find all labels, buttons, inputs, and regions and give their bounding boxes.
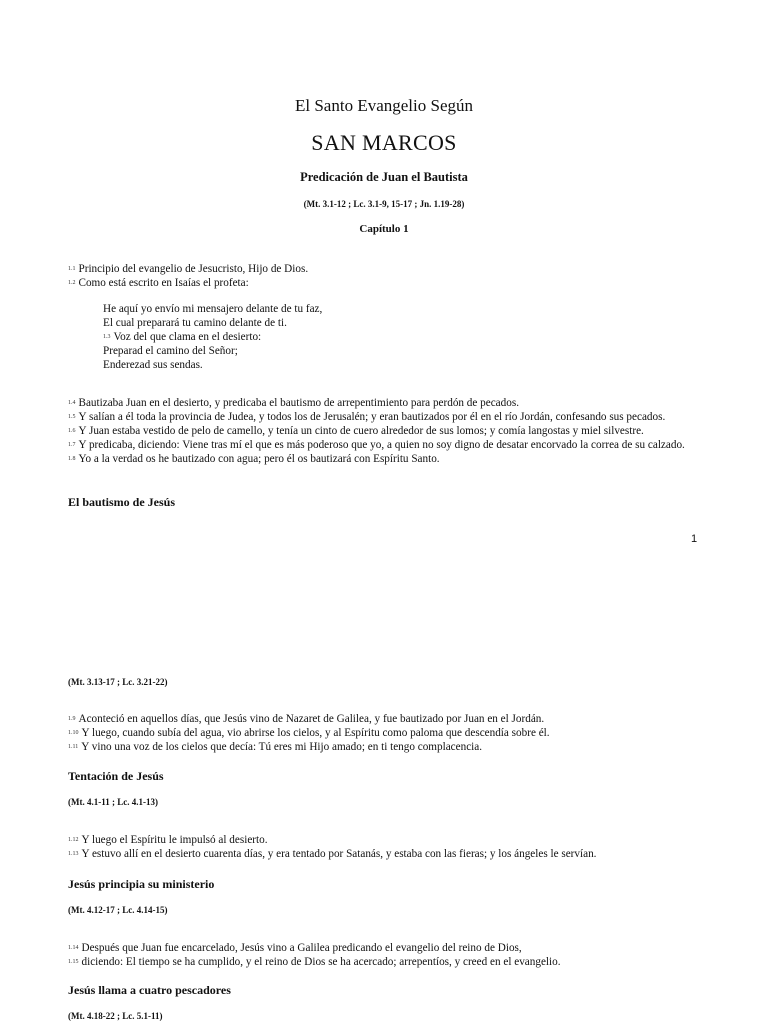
document-subtitle: El Santo Evangelio Según	[294, 96, 473, 115]
verse-text: Voz del que clama en el desierto:	[113, 330, 262, 343]
section-heading-bautismo: El bautismo de Jesús	[68, 495, 176, 509]
quotation-line	[103, 317, 503, 331]
verse-line	[68, 425, 708, 439]
verse-line	[68, 942, 708, 956]
section-references-ministerio: (Mt. 4.12-17 ; Lc. 4.14-15)	[68, 905, 168, 915]
section-heading-predicacion: Predicación de Juan el Bautista	[300, 170, 468, 184]
verse-text: Y salían a él toda la provincia de Judea, y todos los de Jerusalén; y eran bautizados por él en el río Jordán, confesando sus pecados.	[78, 410, 666, 423]
quotation-line	[103, 359, 503, 373]
verse-number: 1.12	[68, 837, 79, 843]
verse-text: Enderezad sus sendas.	[103, 358, 203, 371]
quotation-block	[103, 303, 503, 373]
quotation-line	[103, 345, 503, 359]
verse-line	[68, 453, 708, 467]
verse-line	[68, 411, 708, 425]
verse-line	[68, 713, 708, 727]
verse-number: 1.8	[68, 455, 76, 462]
verse-text: Y luego, cuando subía del agua, vio abrirse los cielos, y al Espíritu como paloma que descendía sobre él.	[81, 726, 550, 739]
verse-text: Y vino una voz de los cielos que decía: Tú eres mi Hijo amado; en ti tengo complacencia.	[81, 740, 483, 753]
verse-number: 1.6	[68, 427, 76, 434]
verse-line	[68, 439, 708, 453]
verse-line	[68, 263, 708, 277]
verse-number: 1.11	[68, 743, 79, 750]
verse-line	[68, 397, 708, 411]
verse-group-1	[68, 263, 708, 291]
verse-group-4	[68, 834, 708, 862]
verse-text: Yo a la verdad os he bautizado con agua; pero él os bautizará con Espíritu Santo.	[78, 452, 440, 465]
verse-number: 1.3	[103, 333, 111, 340]
verse-number: 1.10	[68, 729, 79, 736]
verse-line	[68, 741, 708, 755]
verse-text: He aquí yo envío mi mensajero delante de tu faz,	[103, 303, 323, 315]
verse-text: Después que Juan fue encarcelado, Jesús vino a Galilea predicando el evangelio del reino de Dios,	[81, 942, 522, 954]
verse-group-5	[68, 942, 708, 970]
page-number: 1	[691, 533, 698, 545]
verse-number: 1.5	[68, 413, 76, 420]
verse-text: Como está escrito en Isaías el profeta:	[78, 276, 249, 289]
verse-text: Y estuvo allí en el desierto cuarenta días, y era tentado por Satanás, y estaba con las fieras; y los ángeles le servían.	[81, 847, 597, 860]
quotation-line	[103, 331, 503, 345]
verse-number: 1.4	[68, 400, 76, 406]
verse-number: 1.1	[68, 266, 76, 272]
quotation-line	[103, 303, 503, 317]
section-heading-pescadores: Jesús llama a cuatro pescadores	[68, 983, 231, 997]
verse-number: 1.15	[68, 958, 79, 965]
verse-line	[68, 956, 708, 970]
verse-line	[68, 727, 708, 741]
verse-number: 1.7	[68, 441, 76, 448]
section-references-pescadores: (Mt. 4.18-22 ; Lc. 5.1-11)	[68, 1011, 163, 1021]
verse-line	[68, 848, 708, 862]
verse-line	[68, 277, 708, 291]
verse-group-3	[68, 713, 708, 755]
verse-text: Preparad el camino del Señor;	[103, 344, 238, 357]
verse-group-2	[68, 397, 708, 467]
document-title: SAN MARCOS	[311, 130, 457, 155]
section-references-predicacion: (Mt. 3.1-12 ; Lc. 3.1-9, 15-17 ; Jn. 1.19-28)	[303, 199, 465, 209]
section-heading-ministerio: Jesús principia su ministerio	[68, 877, 215, 891]
verse-text: Y predicaba, diciendo: Viene tras mí el que es más poderoso que yo, a quien no soy digno de desatar encorvado la correa de su calzado.	[78, 438, 685, 451]
chapter-heading: Capítulo 1	[359, 223, 409, 235]
verse-number: 1.9	[68, 716, 76, 722]
verse-number: 1.14	[68, 945, 79, 951]
verse-text: Aconteció en aquellos días, que Jesús vino de Nazaret de Galilea, y fue bautizado por Juan en el Jordán.	[78, 713, 545, 725]
verse-text: Principio del evangelio de Jesucristo, Hijo de Dios.	[78, 263, 309, 275]
verse-text: Y Juan estaba vestido de pelo de camello, y tenía un cinto de cuero alrededor de sus lomos; y comía langostas y miel silvestre.	[78, 424, 644, 437]
section-references-tentacion: (Mt. 4.1-11 ; Lc. 4.1-13)	[68, 797, 158, 807]
verse-number: 1.2	[68, 279, 76, 286]
verse-text: diciendo: El tiempo se ha cumplido, y el reino de Dios se ha acercado; arrepentíos, y creed en el evangelio.	[81, 955, 561, 968]
verse-text: Y luego el Espíritu le impulsó al desierto.	[81, 834, 268, 846]
section-references-bautismo: (Mt. 3.13-17 ; Lc. 3.21-22)	[68, 677, 168, 687]
verse-text: El cual preparará tu camino delante de ti.	[103, 316, 287, 329]
verse-number: 1.13	[68, 850, 79, 857]
section-heading-tentacion: Tentación de Jesús	[68, 769, 164, 783]
verse-line	[68, 834, 708, 848]
verse-text: Bautizaba Juan en el desierto, y predicaba el bautismo de arrepentimiento para perdón de pecados.	[78, 397, 519, 409]
